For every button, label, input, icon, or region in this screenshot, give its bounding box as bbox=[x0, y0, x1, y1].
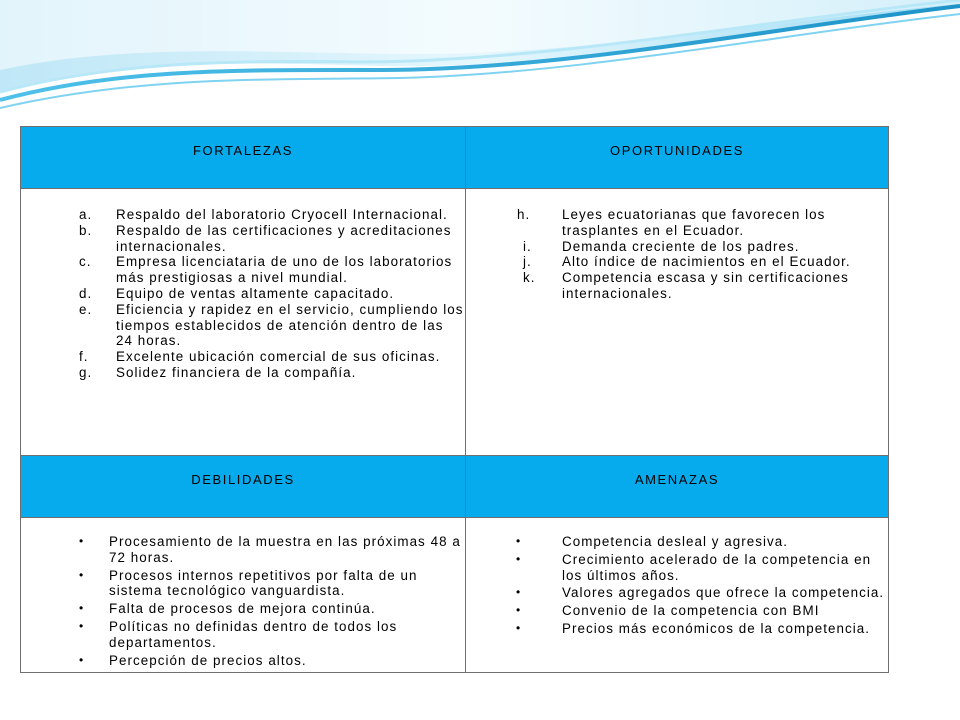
fortalezas-cell bbox=[21, 189, 466, 456]
bullet-icon: • bbox=[79, 567, 85, 582]
list-item: g. Solidez financiera de la compañía. bbox=[79, 364, 357, 380]
debilidades-cell bbox=[21, 518, 466, 673]
bullet-icon: • bbox=[79, 534, 85, 548]
list-item: • Valores agregados que ofrece la competencia. bbox=[516, 585, 885, 601]
list-item: a. Respaldo del laboratorio Cryocell Internacional. bbox=[79, 207, 448, 222]
bullet-icon: • bbox=[516, 534, 522, 548]
list-item: b. Respaldo de las certificaciones y acreditaciones internacionales. bbox=[79, 222, 452, 254]
bullet-icon: • bbox=[79, 601, 85, 616]
oportunidades-cell bbox=[466, 189, 889, 456]
oportunidades-title: OPORTUNIDADES bbox=[610, 143, 744, 158]
list-item: k. Competencia escasa y sin certificaciones internacionales. bbox=[523, 270, 849, 301]
list-item: • Procesamiento de la muestra en las próximas 48 a 72 horas. bbox=[79, 534, 461, 565]
list-item: • Competencia desleal y agresiva. bbox=[516, 534, 789, 549]
fortalezas-header bbox=[21, 127, 466, 189]
list-item: • Falta de procesos de mejora continúa. bbox=[79, 601, 376, 617]
debilidades-title: DEBILIDADES bbox=[191, 472, 295, 487]
bullet-icon: • bbox=[516, 620, 522, 635]
list-item: • Procesos internos repetitivos por falta de un sistema tecnológico vanguardista. bbox=[79, 567, 418, 599]
list-item: j. Alto índice de nacimientos en el Ecuador. bbox=[523, 254, 851, 270]
bullet-icon: • bbox=[516, 603, 522, 618]
debilidades-header bbox=[21, 456, 466, 518]
oportunidades-header bbox=[466, 127, 889, 189]
amenazas-title: AMENAZAS bbox=[634, 472, 720, 487]
debilidades-list bbox=[21, 534, 465, 668]
amenazas-cell bbox=[466, 518, 889, 673]
fortalezas-title: FORTALEZAS bbox=[192, 143, 294, 158]
list-item: i. Demanda creciente de los padres. bbox=[523, 238, 800, 254]
list-item: • Convenio de la competencia con BMI bbox=[516, 603, 820, 619]
list-item: f. Excelente ubicación comercial de sus oficinas. bbox=[79, 349, 441, 365]
amenazas-list bbox=[466, 534, 888, 637]
bullet-icon: • bbox=[516, 551, 522, 566]
list-item: e. Eficiencia y rapidez en el servicio, cumpliendo los tiempos establecidos de atención dentro de las 24 horas. bbox=[79, 301, 464, 349]
bullet-icon: • bbox=[79, 652, 85, 667]
list-item: • Políticas no definidas dentro de todos los departamentos. bbox=[79, 618, 398, 650]
list-item: • Precios más económicos de la competencia. bbox=[516, 620, 871, 636]
decorative-wave-banner bbox=[0, 0, 960, 120]
list-item: • Percepción de precios altos. bbox=[79, 652, 307, 668]
list-item: c. Empresa licenciataria de uno de los laboratorios más prestigiosas a nivel mundial. bbox=[79, 254, 453, 286]
list-item: h. Leyes ecuatorianas que favorecen los trasplantes en el Ecuador. bbox=[517, 207, 826, 238]
bullet-icon: • bbox=[79, 618, 85, 633]
swot-matrix bbox=[20, 126, 889, 673]
list-item: • Crecimiento acelerado de la competencia en los últimos años. bbox=[516, 551, 872, 583]
fortalezas-list bbox=[21, 207, 465, 381]
amenazas-header bbox=[466, 456, 889, 518]
bullet-icon: • bbox=[516, 585, 522, 600]
oportunidades-list bbox=[466, 207, 888, 302]
list-item: d. Equipo de ventas altamente capacitado. bbox=[79, 285, 395, 301]
